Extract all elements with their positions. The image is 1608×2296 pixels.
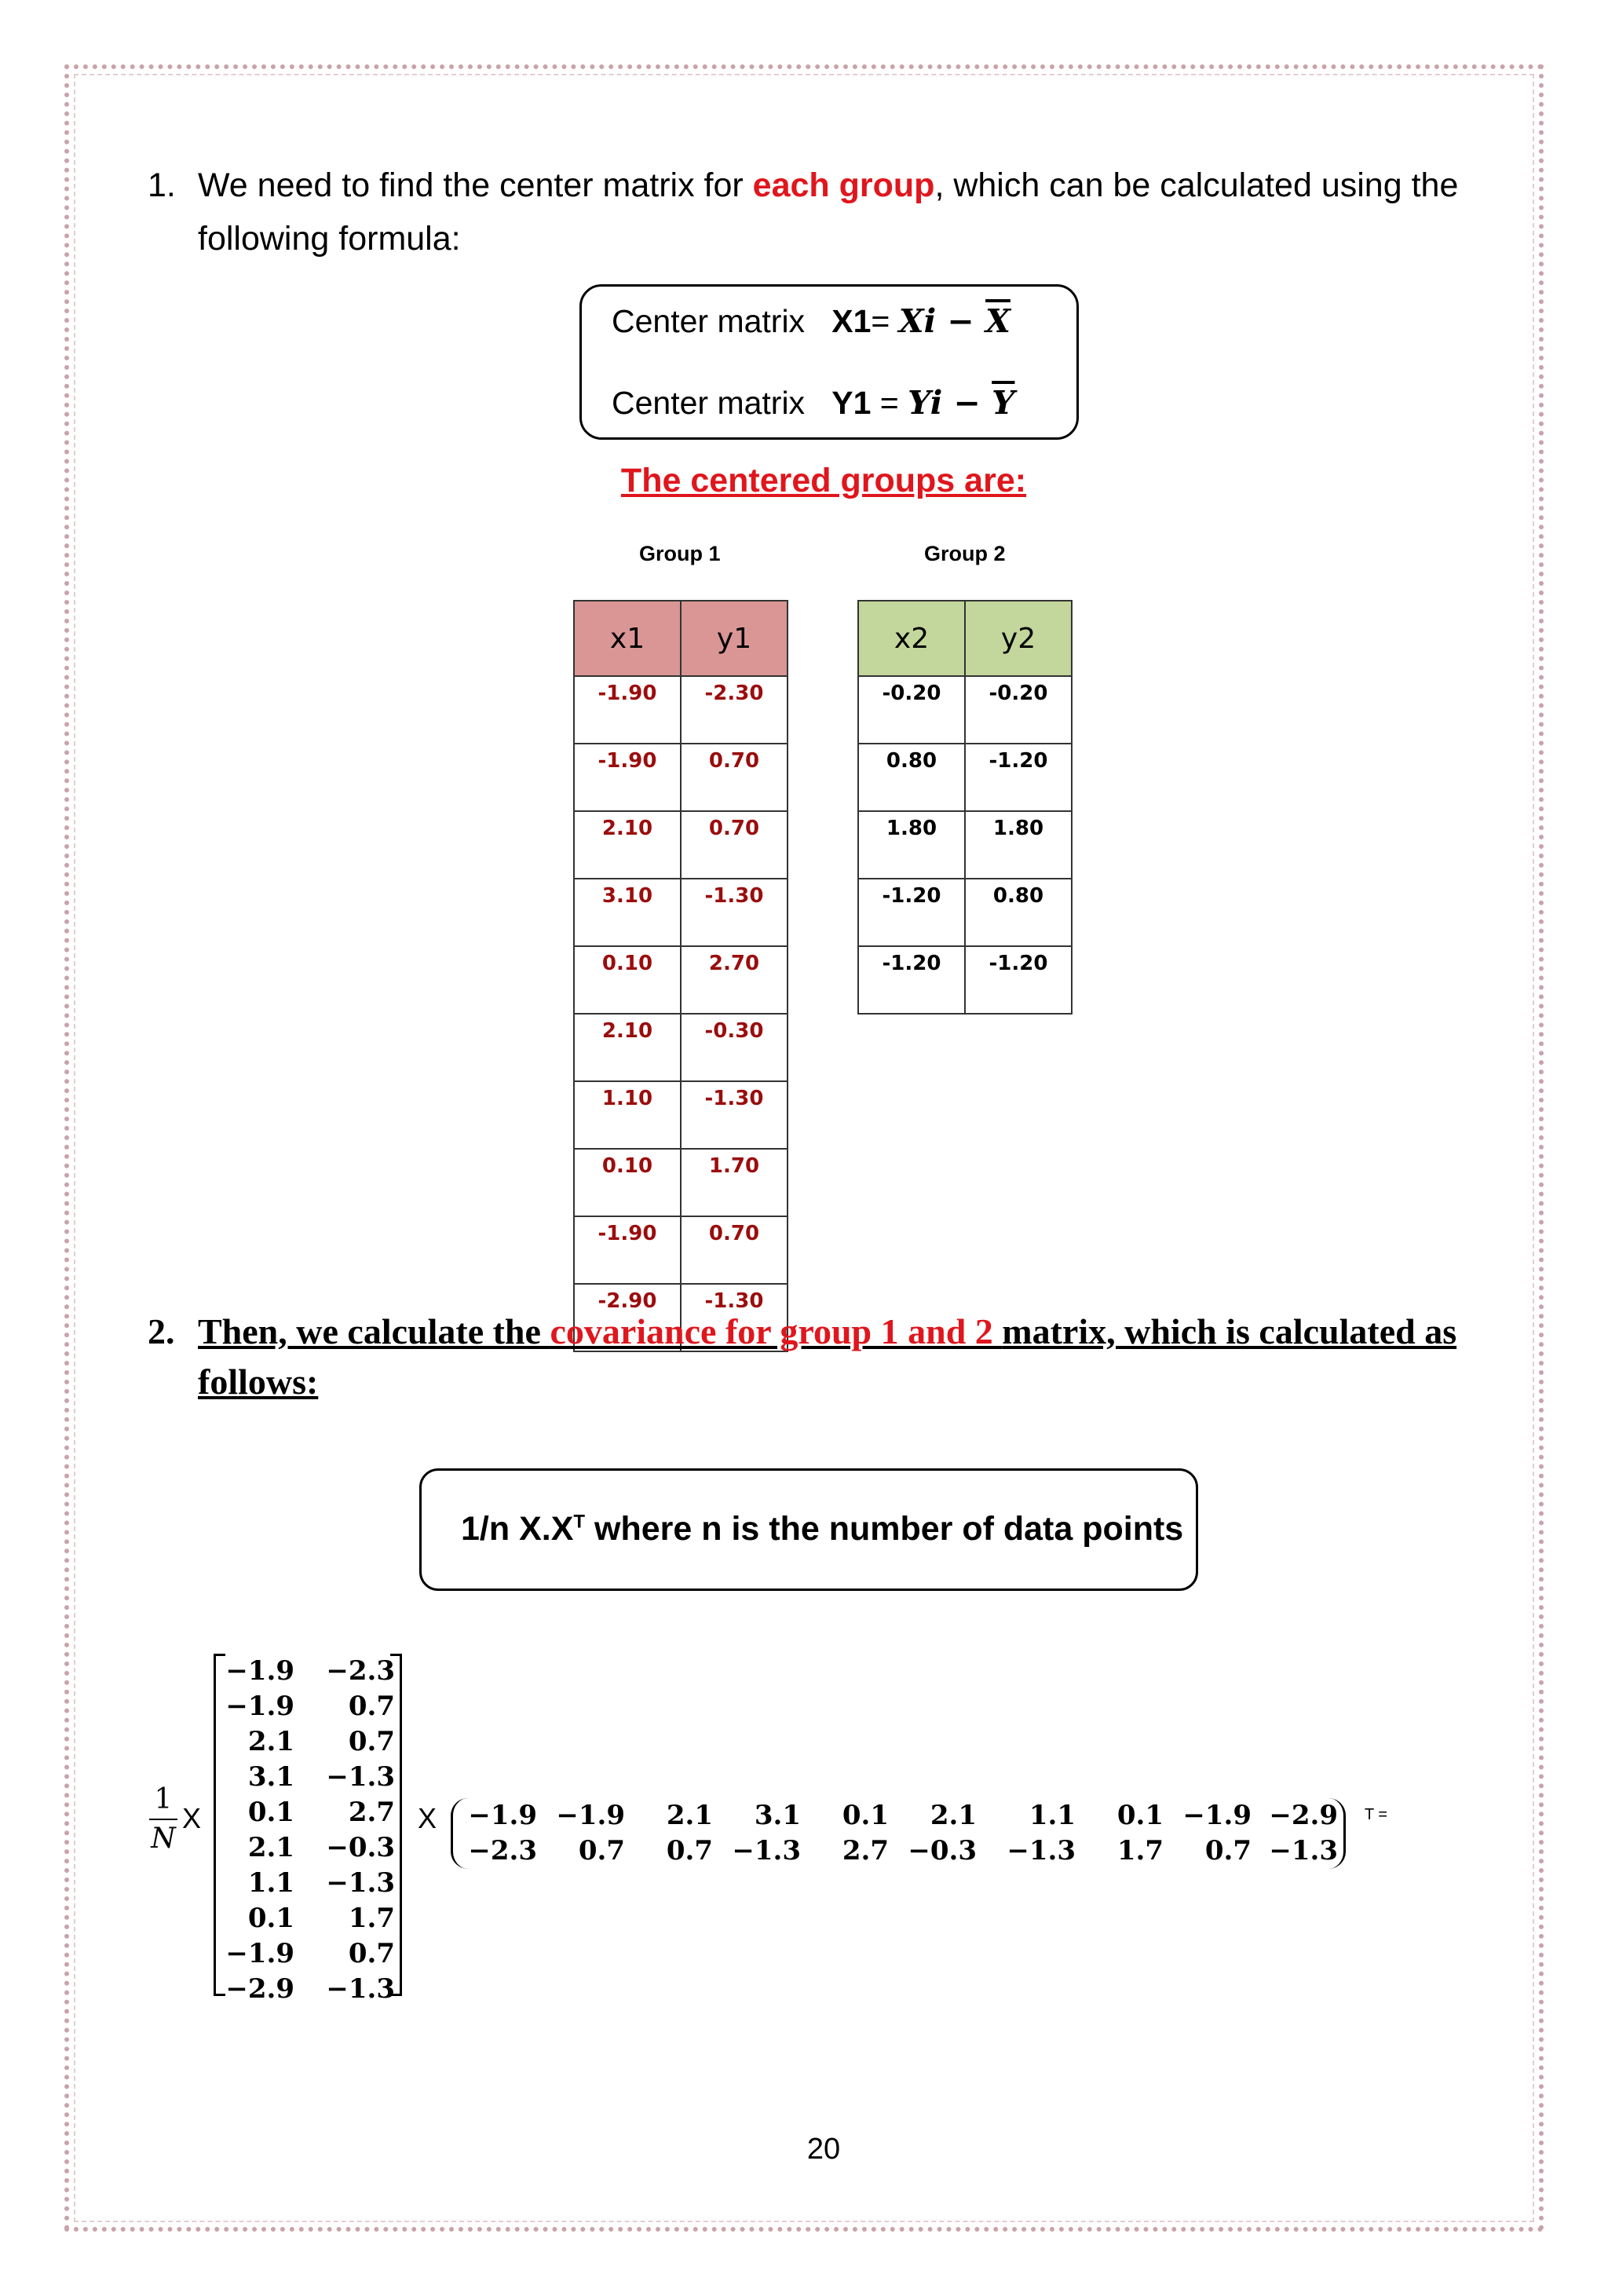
matrix-cell: −0.3 [908,1835,977,1866]
step-text-after: matrix, which is calculated as follows: [198,1311,1457,1402]
step-text [198,159,1486,265]
table-cell: -1.20 [965,744,1072,811]
fraction-one-over-n [149,1782,177,1856]
step-number: 2. [148,1311,175,1351]
transpose-equals: T = [1365,1806,1388,1823]
table-row [574,1216,788,1284]
formula-mean: $\overline{Y}$ [992,384,1015,422]
step-highlight: each group [752,166,935,204]
group2-label: Group 2 [924,542,1006,565]
group1-table [573,600,788,1352]
matrix-row [216,1973,404,2009]
fraction-denominator: N [151,1823,176,1855]
formula-expr: Xi − [898,302,986,340]
table-cell: -1.30 [681,879,788,946]
table-header: x2 [858,601,965,676]
table-cell: 1.70 [681,1149,788,1216]
table-cell: 3.10 [574,879,681,946]
matrix-cell: 0.7 [348,1726,395,1757]
page-number: 20 [806,2133,841,2166]
times-sign: X [418,1802,437,1834]
formula-row-y [612,384,1014,422]
table-cell: 1.10 [574,1081,681,1149]
matrix-cell: 0.7 [348,1691,395,1722]
matrix-cell: −1.3 [732,1835,801,1866]
table-cell: 0.70 [681,744,788,811]
table-cell: -1.90 [574,1216,681,1284]
table-row [858,676,1072,744]
matrix-cell: 0.1 [247,1903,294,1934]
step-highlight: covariance for group 1 and 2 [550,1311,1003,1351]
formula-expr: Yi − [908,384,992,422]
formula-var: X1 [831,303,872,339]
formula-row-x [612,302,1010,340]
step-text-before: We need to find the center matrix for [198,166,753,204]
matrix-cell: −1.3 [326,1973,395,2005]
matrix-cell: 0.7 [666,1835,713,1866]
times-sign: X [182,1802,202,1834]
table-row [858,744,1072,811]
table-cell: -1.30 [681,1081,788,1149]
center-matrix-formula-box [579,284,1079,440]
matrix-cell: 3.1 [754,1800,801,1831]
matrix-cell: −1.9 [1182,1800,1252,1831]
formula-eq: = [871,385,908,421]
table-cell: 2.70 [681,946,788,1014]
table-row [574,946,788,1014]
matrix-cell: −2.3 [468,1835,537,1866]
table-cell: 2.10 [574,811,681,879]
table-row [858,879,1072,946]
table-row [574,744,788,811]
matrix-cell: 1.1 [1029,1800,1076,1831]
table-cell: -1.20 [965,946,1072,1014]
group1-label: Group 1 [639,542,721,565]
matrix-cell: 2.7 [842,1835,889,1866]
table-cell: 0.70 [681,811,788,879]
matrix-row [451,1800,1346,1835]
formula-label: Center matrix [612,385,806,421]
matrix-cell: −2.9 [1269,1800,1338,1831]
matrix-cell: −1.9 [225,1655,294,1687]
covariance-formula [461,1510,1183,1548]
table-header: y2 [965,601,1072,676]
table-row [574,1014,788,1081]
fraction-bar [149,1819,177,1820]
matrix-row [216,1691,404,1726]
table-row [574,811,788,879]
table-header: y1 [681,601,788,676]
matrix-cell: −1.3 [326,1867,395,1899]
table-row [858,811,1072,879]
matrix-cell: 3.1 [247,1761,294,1793]
table-cell: -1.30 [681,1284,788,1351]
matrix-cell: −1.3 [1007,1835,1076,1866]
formula-eq: = [871,303,890,339]
matrix-cell: 2.1 [247,1726,294,1757]
step-number: 1. [148,166,176,204]
group2-table [857,600,1073,1015]
cov-formula-sup: T [573,1511,586,1533]
table-cell: -2.30 [681,676,788,744]
matrix-cell: −1.9 [225,1691,294,1722]
table-row [574,1149,788,1216]
matrix-cell: 2.1 [930,1800,977,1831]
table-row [574,1081,788,1149]
matrix-cell: −1.9 [225,1938,294,1969]
matrix-cell: 0.7 [1204,1835,1252,1866]
matrix-row [216,1903,404,1938]
step-text-after: , which can be calculated using the following formula: [198,166,1459,258]
table-cell: -1.90 [574,676,681,744]
table-row [574,676,788,744]
table-cell: -0.30 [681,1014,788,1081]
matrix-row [216,1761,404,1797]
table-cell: 0.80 [858,744,965,811]
matrix-cell: −1.3 [326,1761,395,1793]
centered-groups-title: The centered groups are: [620,462,1027,499]
step-text [198,1307,1498,1407]
matrix-cell: 0.1 [247,1797,294,1828]
table-cell: 2.10 [574,1014,681,1081]
matrix-row [216,1797,404,1832]
matrix-cell: −2.3 [326,1655,395,1687]
table-row [858,946,1072,1014]
table-cell: 0.10 [574,1149,681,1216]
cov-formula-post: where n is the number of data points [585,1510,1184,1548]
formula-label: Center matrix [612,303,806,339]
matrix-cell: 0.7 [578,1835,625,1866]
table-cell: -1.90 [574,744,681,811]
matrix-cell: 1.7 [1116,1835,1164,1866]
matrix-row [216,1867,404,1903]
table-cell: -0.20 [858,676,965,744]
step-text-before: Then, we calculate the [198,1311,550,1351]
matrix-cell: −1.9 [468,1800,537,1831]
table-cell: -1.20 [858,879,965,946]
formula-var: Y1 [831,385,872,421]
matrix-cell: 0.1 [1116,1800,1164,1831]
matrix-cell: 0.7 [348,1938,395,1969]
table-cell: -0.20 [965,676,1072,744]
matrix-cell: 1.7 [348,1903,395,1934]
formula-mean: $\overline{X}$ [985,302,1010,340]
fraction-numerator: 1 [154,1783,173,1815]
table-cell: -2.90 [574,1284,681,1351]
matrix-cell: 1.1 [247,1867,294,1899]
matrix-cell: −1.9 [556,1800,625,1831]
matrix-cell: −0.3 [326,1832,395,1863]
table-row [574,879,788,946]
matrix-cell: 0.1 [842,1800,889,1831]
transposed-matrix [451,1798,1346,1874]
table-cell: 0.80 [965,879,1072,946]
matrix-cell: 2.1 [666,1800,713,1831]
table-cell: 1.80 [858,811,965,879]
matrix-row [216,1938,404,1973]
cov-formula-pre: 1/n X.X [461,1510,574,1548]
table-cell: 1.80 [965,811,1072,879]
table-cell: 0.70 [681,1216,788,1284]
matrix-row [216,1832,404,1867]
table-cell: 0.10 [574,946,681,1014]
matrix-cell: 2.7 [348,1797,395,1828]
matrix-cell: −2.9 [225,1973,294,2005]
matrix-row [451,1835,1346,1870]
centered-matrix [214,1654,402,2005]
table-header: x1 [574,601,681,676]
table-cell: -1.20 [858,946,965,1014]
matrix-cell: 2.1 [247,1832,294,1863]
covariance-formula-box [419,1468,1198,1591]
matrix-cell: −1.3 [1269,1835,1338,1866]
matrix-row [216,1655,404,1691]
matrix-row [216,1726,404,1761]
